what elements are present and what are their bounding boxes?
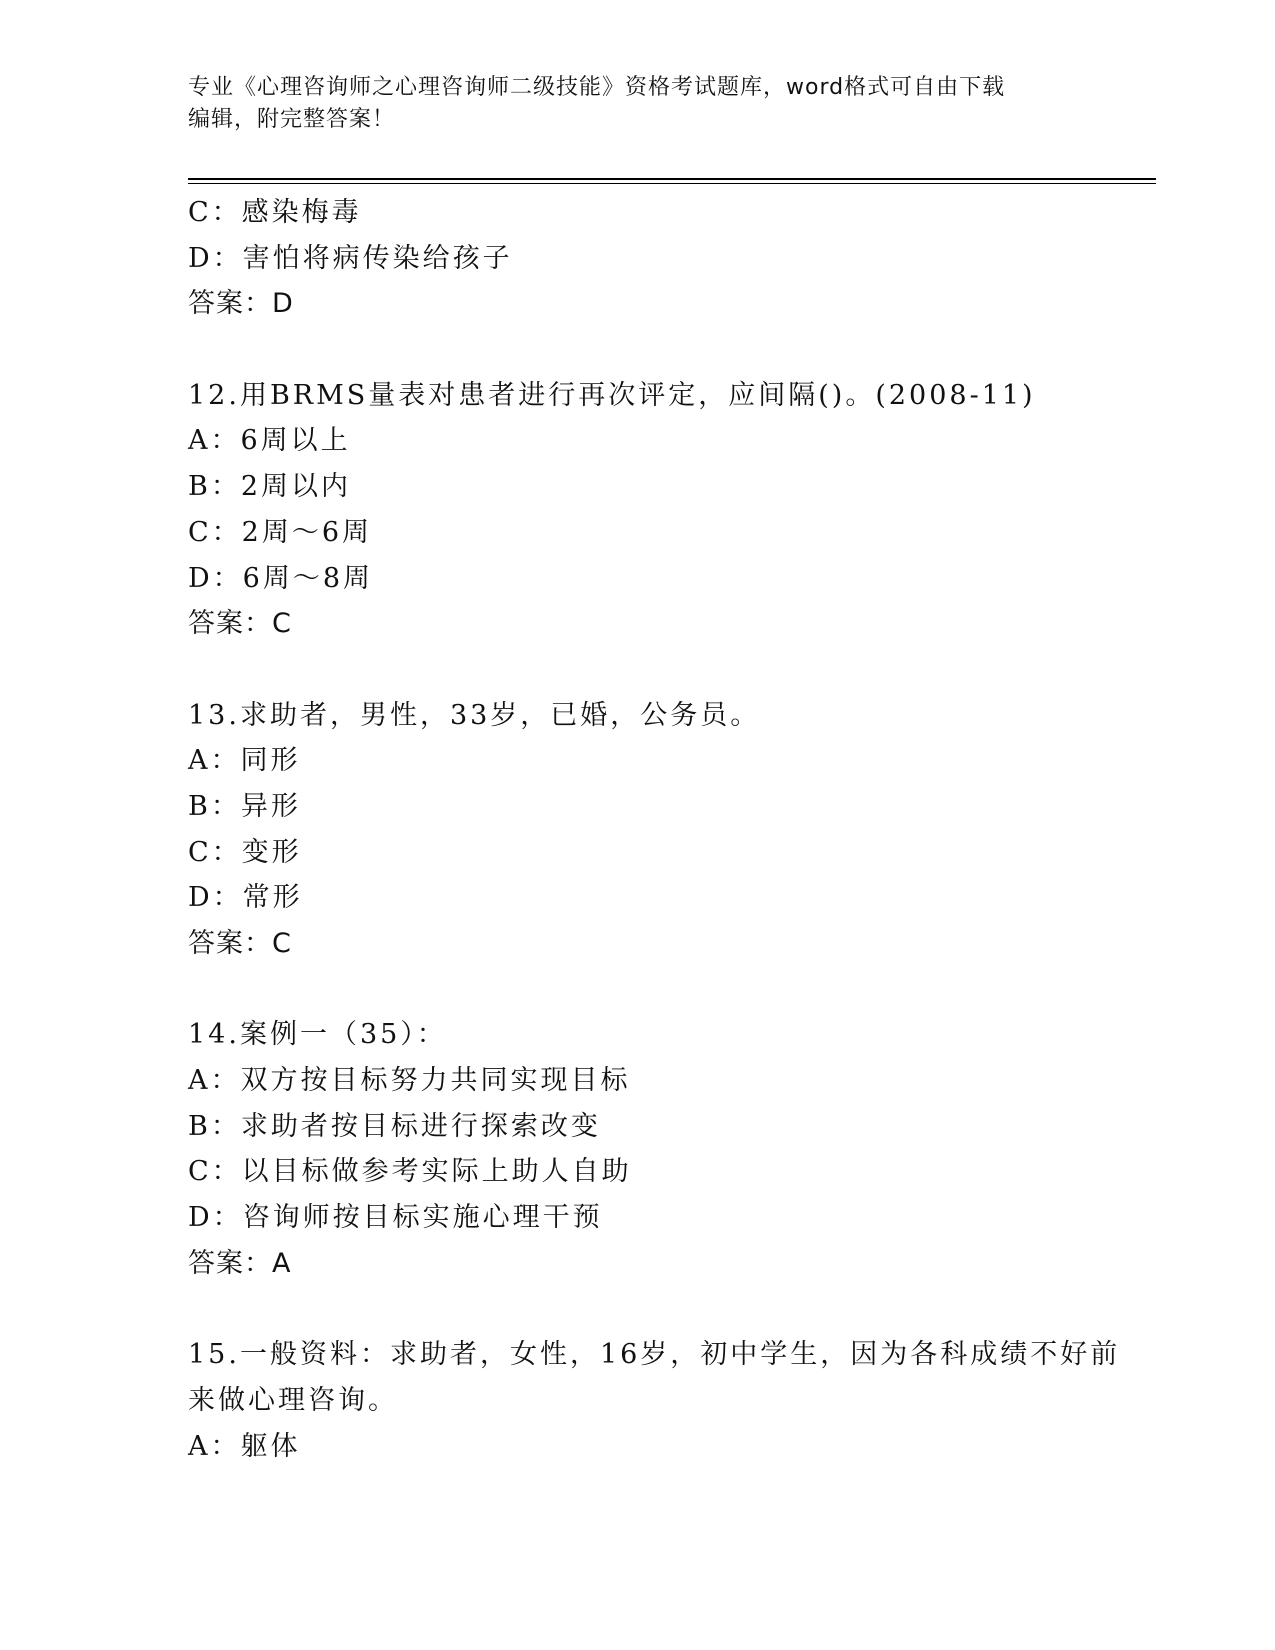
- spacer: [188, 967, 1156, 1013]
- question-14: [188, 1012, 1156, 1286]
- header-divider-thin: [188, 183, 1156, 184]
- question-12: [188, 373, 1156, 647]
- option-a: A：躯体: [188, 1430, 301, 1462]
- header-line-1: 专业《心理咨询师之心理咨询师二级技能》资格考试题库，word格式可自由下载: [188, 75, 1006, 100]
- option-d: D：咨询师按目标实施心理干预: [188, 1202, 603, 1234]
- option-c: C：变形: [188, 836, 302, 868]
- option-c: C：以目标做参考实际上助人自助: [188, 1156, 632, 1188]
- option-d: D：常形: [188, 882, 303, 914]
- option-d: D：害怕将病传染给孩子: [188, 242, 513, 274]
- answer: 答案：C: [188, 608, 292, 640]
- spacer: [188, 647, 1156, 693]
- question-text-line-1: 15.一般资料：求助者，女性，16岁，初中学生，因为各科成绩不好前: [188, 1339, 1121, 1371]
- question-text: 13.求助者，男性，33岁，已婚，公务员。: [188, 699, 761, 731]
- question-text-line-2: 来做心理咨询。: [188, 1384, 398, 1416]
- answer: 答案：D: [188, 288, 294, 320]
- option-d: D：6周～8周: [188, 562, 374, 594]
- page-header: [188, 72, 1088, 136]
- question-list: [188, 190, 1156, 1469]
- option-c: C：2周～6周: [188, 516, 373, 548]
- answer: 答案：C: [188, 928, 292, 959]
- header-divider: [188, 178, 1156, 180]
- question-13: [188, 693, 1156, 967]
- spacer: [188, 327, 1156, 373]
- question-text: 12.用BRMS量表对患者进行再次评定，应间隔()。(2008-11): [188, 379, 1036, 411]
- option-b: B：求助者按目标进行探索改变: [188, 1110, 601, 1142]
- answer: 答案：A: [188, 1247, 292, 1279]
- question-15: [188, 1332, 1156, 1469]
- header-line-2: 编辑，附完整答案！: [188, 107, 396, 132]
- option-b: B：异形: [188, 790, 301, 822]
- option-b: B：2周以内: [188, 471, 352, 503]
- option-a: A：同形: [188, 745, 301, 777]
- option-c: C：感染梅毒: [188, 197, 362, 228]
- question-11: [188, 190, 1156, 327]
- option-a: A：双方按目标努力共同实现目标: [188, 1065, 631, 1097]
- option-a: A：6周以上: [188, 425, 351, 457]
- question-text: 14.案例一（35）：: [188, 1019, 447, 1051]
- spacer: [188, 1287, 1156, 1333]
